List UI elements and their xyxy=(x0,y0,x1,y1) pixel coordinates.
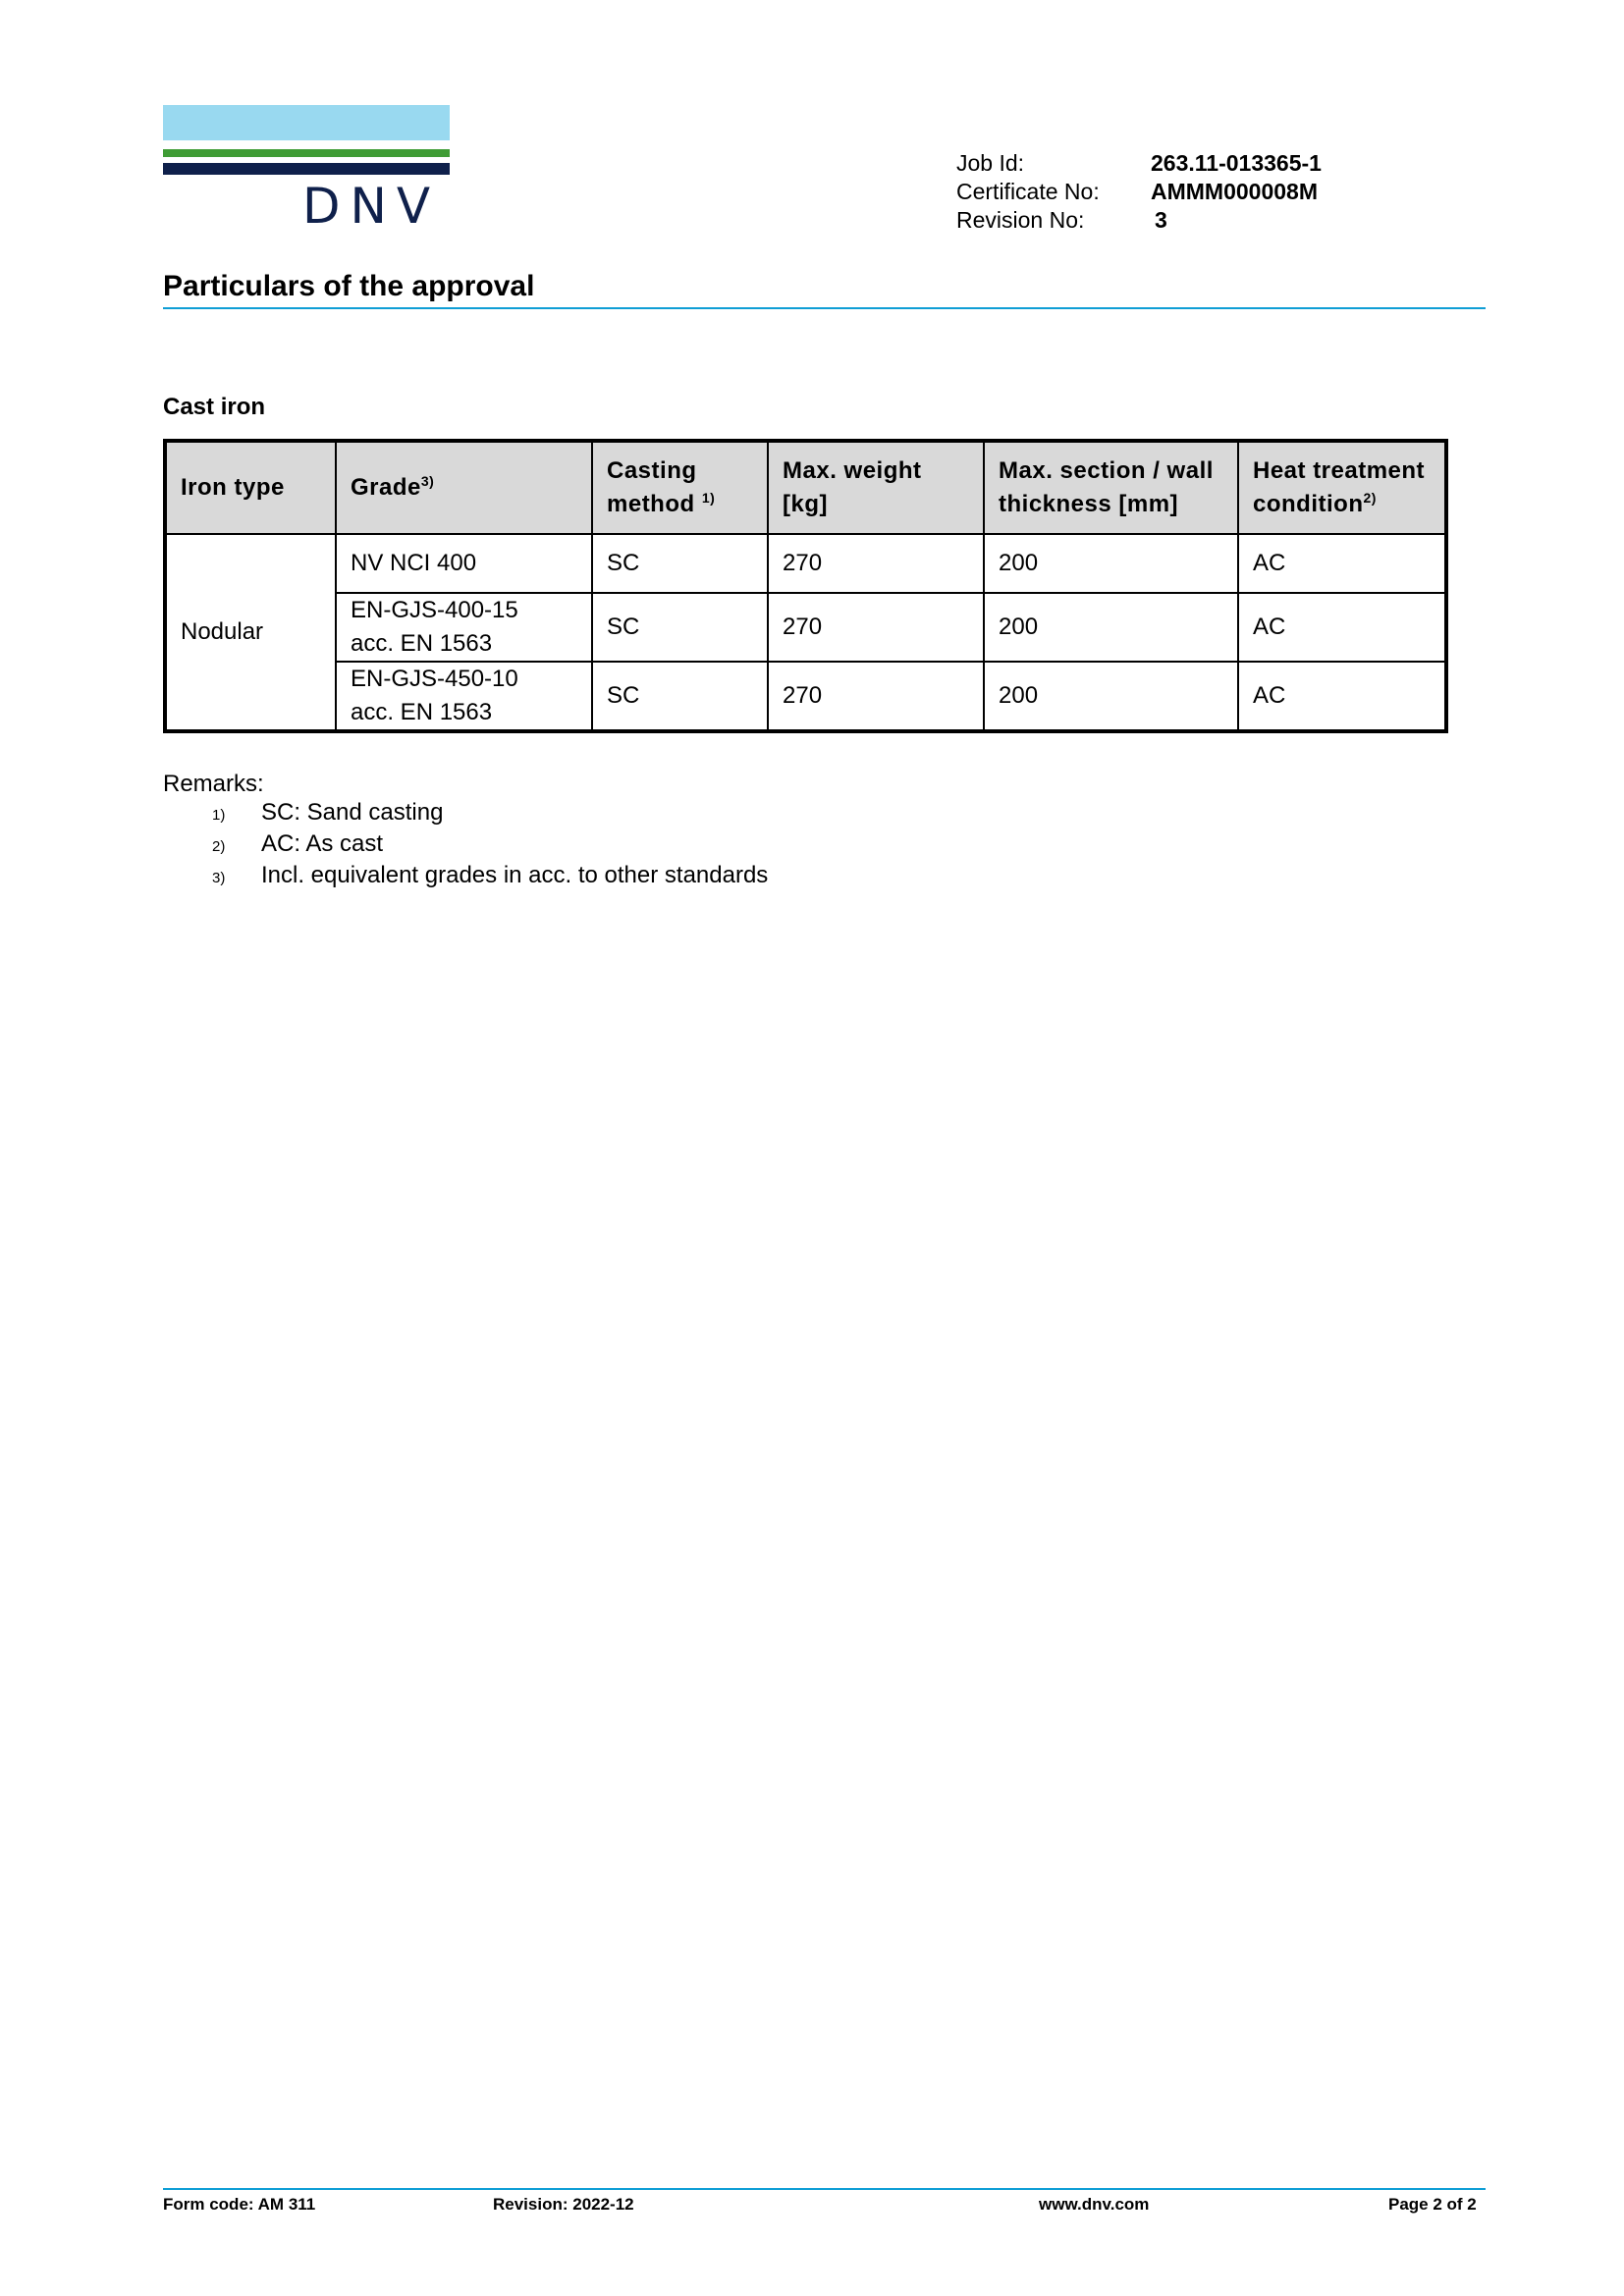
grade-line2: acc. EN 1563 xyxy=(351,630,493,657)
revision-row xyxy=(956,206,1322,235)
remark-item xyxy=(163,798,768,829)
header-heat-footnote: 2) xyxy=(1363,490,1377,506)
subsection-title: Cast iron xyxy=(163,394,266,420)
header-heat-line1: Heat treatment xyxy=(1253,457,1426,484)
header-iron-type xyxy=(165,441,336,534)
header-heat-line2: condition xyxy=(1253,491,1364,517)
cell-grade xyxy=(336,662,592,731)
remark-number: 3) xyxy=(212,870,226,886)
revision-label: Revision No: xyxy=(956,207,1085,233)
grade-line2: acc. EN 1563 xyxy=(351,699,493,725)
footer-divider xyxy=(163,2188,1486,2190)
logo-green-band xyxy=(163,149,450,157)
footer-revision: Revision: 2022-12 xyxy=(493,2195,634,2214)
table-row xyxy=(165,534,1446,593)
cell-casting: SC xyxy=(592,534,768,593)
certificate-value: AMMM000008M xyxy=(1151,179,1318,204)
header-max-section xyxy=(984,441,1238,534)
header-grade-label: Grade xyxy=(351,474,421,501)
logo-wordmark: DNV xyxy=(302,178,441,235)
cell-heat: AC xyxy=(1238,534,1446,593)
footer-page-number: Page 2 of 2 xyxy=(1388,2195,1477,2214)
cell-grade xyxy=(336,593,592,662)
cell-weight: 270 xyxy=(768,662,984,731)
remarks xyxy=(163,770,768,892)
job-id-row xyxy=(956,149,1322,178)
title-divider xyxy=(163,307,1486,309)
remark-item xyxy=(163,829,768,861)
remark-text: SC: Sand casting xyxy=(261,799,444,826)
remark-text: Incl. equivalent grades in acc. to other standards xyxy=(261,862,769,888)
cell-grade xyxy=(336,534,592,593)
remark-item xyxy=(163,861,768,892)
header-weight-line1: Max. weight xyxy=(783,457,922,484)
header-grade xyxy=(336,441,592,534)
header-iron-type-label: Iron type xyxy=(181,474,285,501)
job-id-value: 263.11-013365-1 xyxy=(1151,150,1322,176)
cell-weight: 270 xyxy=(768,593,984,662)
particulars-table-wrapper xyxy=(163,439,1448,733)
certificate-row xyxy=(956,178,1322,206)
logo-sky-band xyxy=(163,105,450,140)
header-casting-footnote: 1) xyxy=(701,490,716,506)
section-title: Particulars of the approval xyxy=(163,270,535,302)
table-header-row xyxy=(165,441,1446,534)
job-id-label: Job Id: xyxy=(956,150,1025,176)
footer-website-link[interactable]: www.dnv.com xyxy=(1039,2195,1150,2214)
remark-number: 2) xyxy=(212,838,226,855)
dnv-logo xyxy=(163,105,450,233)
particulars-table xyxy=(163,439,1448,733)
remark-text: AC: As cast xyxy=(261,830,384,857)
grade-line1: EN-GJS-450-10 xyxy=(351,666,518,692)
cell-section: 200 xyxy=(984,534,1238,593)
footer-form-code: Form code: AM 311 xyxy=(163,2195,316,2214)
header-casting-method xyxy=(592,441,768,534)
header-casting-line2: method xyxy=(607,491,695,517)
cell-casting: SC xyxy=(592,662,768,731)
remarks-title: Remarks: xyxy=(163,771,264,797)
cell-casting: SC xyxy=(592,593,768,662)
header-section-line1: Max. section / wall xyxy=(999,457,1214,484)
revision-value: 3 xyxy=(1155,207,1167,233)
header-weight-line2: [kg] xyxy=(783,491,828,517)
certificate-label: Certificate No: xyxy=(956,179,1100,204)
header-max-weight xyxy=(768,441,984,534)
cell-heat: AC xyxy=(1238,662,1446,731)
cell-heat: AC xyxy=(1238,593,1446,662)
header-grade-footnote: 3) xyxy=(420,473,435,489)
cell-section: 200 xyxy=(984,662,1238,731)
certificate-meta xyxy=(956,149,1322,235)
remark-number: 1) xyxy=(212,807,226,824)
cell-iron-type: Nodular xyxy=(165,534,336,731)
header-heat-treatment xyxy=(1238,441,1446,534)
header-section-line2: thickness [mm] xyxy=(999,491,1179,517)
table-row xyxy=(165,662,1446,731)
cell-section: 200 xyxy=(984,593,1238,662)
grade-line1: EN-GJS-400-15 xyxy=(351,597,518,623)
logo-navy-band xyxy=(163,163,450,175)
table-row xyxy=(165,593,1446,662)
cell-weight: 270 xyxy=(768,534,984,593)
header-casting-line1: Casting xyxy=(607,457,697,484)
grade-line1: NV NCI 400 xyxy=(351,550,477,576)
